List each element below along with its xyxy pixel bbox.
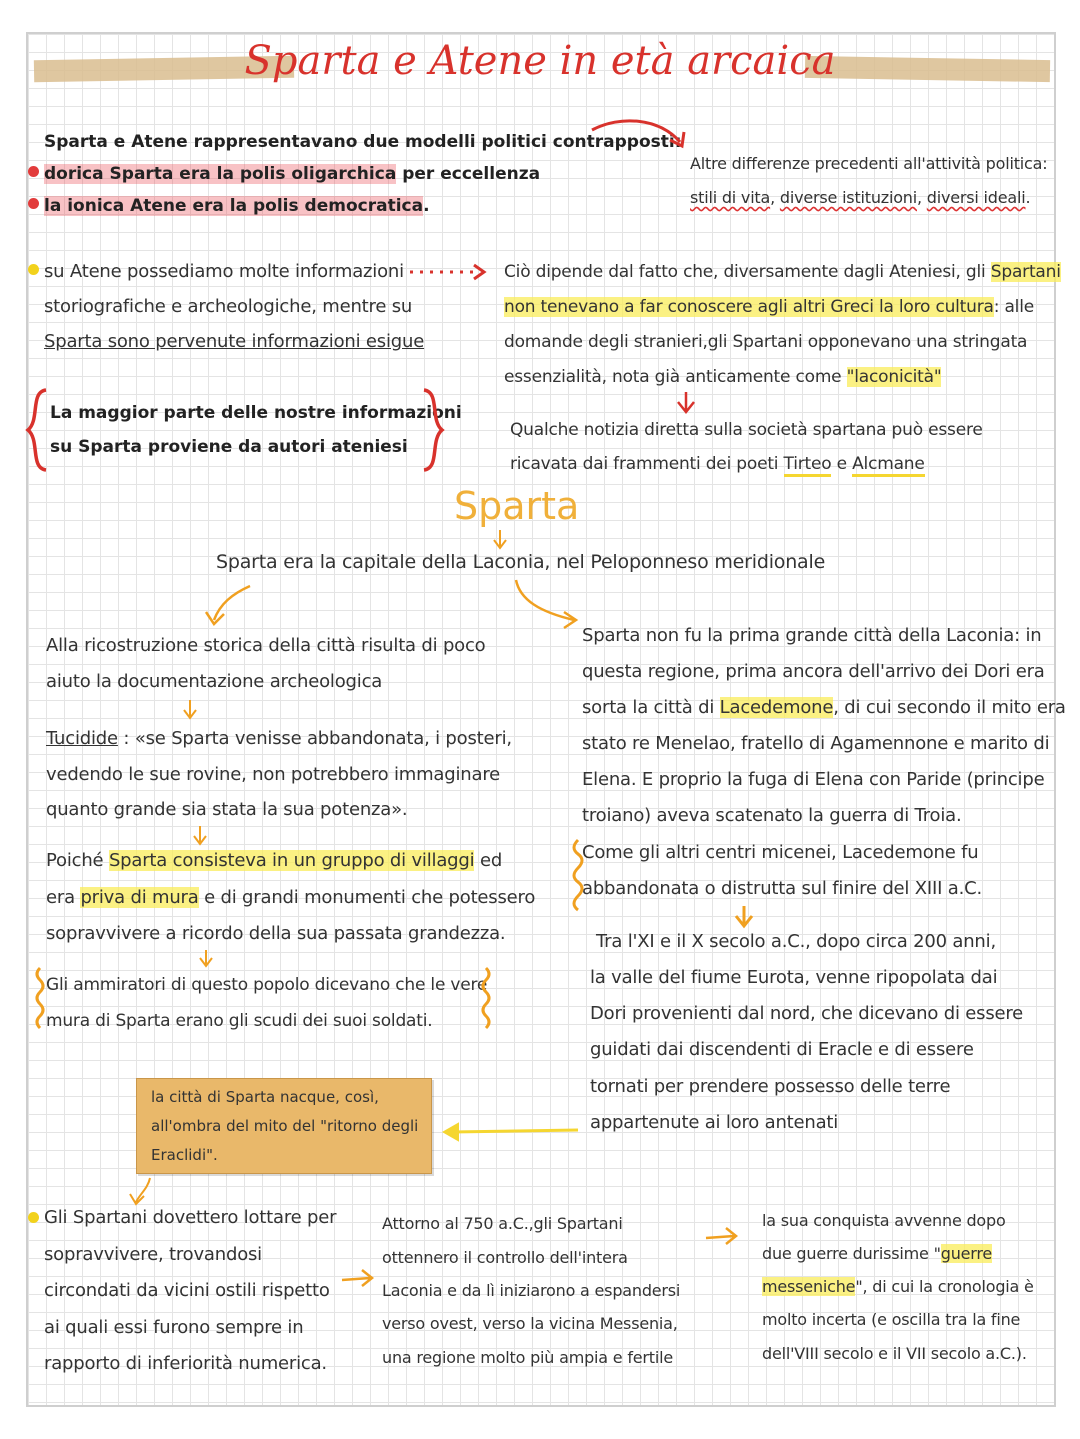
thucydides-line-3: quanto grande sia stata la sua potenza». (46, 799, 408, 820)
left-arrow-icon (452, 1130, 578, 1132)
expansion-line-1: Attorno al 750 a.C.,gli Spartani (382, 1214, 623, 1233)
sources-line-1: su Atene possediamo molte informazioni (44, 261, 404, 282)
intro-line-3: la ionica Atene era la polis democratica. (44, 196, 430, 216)
intro-line-1: Sparta e Atene rappresentavano due modelli politici contrapposti: (44, 132, 682, 152)
down-arrow-icon (736, 906, 752, 926)
heraclids-line-1: la città di Sparta nacque, così, (151, 1088, 379, 1106)
down-arrow-icon (130, 1178, 150, 1204)
heraclids-line-3: Eraclidi". (151, 1146, 218, 1164)
conquest-line-4: molto incerta (e oscilla tra la fine (762, 1310, 1021, 1329)
archaeology-line-2: aiuto la documentazione archeologica (46, 671, 383, 692)
dorians-line-4: guidati dai discendenti di Eracle e di essere (590, 1039, 974, 1060)
walls-line-2: mura di Sparta erano gli scudi dei suoi soldati. (46, 1011, 433, 1031)
villages-line-2: era priva di mura e di grandi monumenti che potessero (46, 887, 536, 908)
page-title: Sparta e Atene in età arcaica (244, 38, 836, 84)
intro-line-2: dorica Sparta era la polis oligarchica per eccellenza (44, 164, 541, 184)
curved-arrow-icon (214, 586, 250, 620)
struggle-line-5: rapporto di inferiorità numerica. (44, 1353, 327, 1374)
dorians-line-6: appartenute ai loro antenati (590, 1112, 839, 1133)
left-brace-icon (28, 390, 46, 470)
struggle-line-1: Gli Spartani dovettero lottare per (44, 1207, 337, 1228)
athenian-authors-line-2: su Sparta proviene da autori ateniesi (50, 437, 408, 457)
poets-line-1: Qualche notizia diretta sulla società spartana può essere (510, 420, 983, 440)
struggle-line-3: circondati da vicini ostili rispetto (44, 1280, 330, 1301)
heraclids-line-2: all'ombra del mito del "ritorno degli (151, 1117, 419, 1135)
struggle-line-4: ai quali essi furono sempre in (44, 1317, 304, 1338)
squiggle-brace-icon (483, 968, 489, 1028)
conquest-line-5: dell'VIII secolo e il VII secolo a.C.). (762, 1344, 1027, 1363)
expansion-line-5: una regione molto più ampia e fertile (382, 1348, 673, 1367)
differences-line-2: stili di vita, diverse istituzioni, diversi ideali. (690, 188, 1031, 207)
arrowhead-icon (444, 1124, 458, 1140)
thucydides-line-1: Tucidide : «se Sparta venisse abbandonata, i posteri, (46, 728, 512, 749)
archaeology-line-1: Alla ricostruzione storica della città risulta di poco (46, 635, 486, 656)
dorians-line-1: Tra l'XI e il X secolo a.C., dopo circa 200 anni, (596, 931, 996, 952)
arrowhead-icon (474, 265, 484, 279)
conquest-line-3: messeniche", di cui la cronologia è (762, 1277, 1034, 1296)
expansion-line-4: verso ovest, verso la vicina Messenia, (382, 1314, 678, 1333)
dorians-line-5: tornati per prendere possesso delle terre (590, 1076, 951, 1097)
dorians-line-2: la valle del fiume Eurota, venne ripopolata dai (590, 967, 998, 988)
lacedemone-line-8: abbandonata o distrutta sul finire del XIII a.C. (582, 878, 982, 899)
expansion-line-3: Laconia e da lì iniziarono a espandersi (382, 1281, 681, 1300)
sources-line-2: storiografiche e archeologiche, mentre su (44, 296, 413, 317)
conquest-line-2: due guerre durissime "guerre (762, 1244, 993, 1263)
lacedemone-line-7: Come gli altri centri micenei, Lacedemone fu (582, 842, 979, 863)
walls-line-1: Gli ammiratori di questo popolo dicevano che le vere (46, 975, 488, 995)
lacedemone-line-5: Elena. E proprio la fuga di Elena con Paride (principe (582, 769, 1045, 790)
right-arrow-icon (342, 1270, 372, 1286)
expansion-line-2: ottennero il controllo dell'intera (382, 1248, 628, 1267)
sources-line-3: Sparta sono pervenute informazioni esigue (44, 331, 425, 352)
dorians-line-3: Dori provenienti dal nord, che dicevano di essere (590, 1003, 1024, 1024)
down-arrow-icon (200, 950, 212, 966)
athenian-authors-line-1: La maggior parte delle nostre informazioni (50, 403, 462, 423)
lacedemone-line-6: troiano) aveva scatenato la guerra di Troia. (582, 805, 962, 826)
conquest-line-1: la sua conquista avvenne dopo (762, 1211, 1006, 1230)
squiggle-brace-icon (37, 968, 43, 1028)
capital-line: Sparta era la capitale della Laconia, nel Peloponneso meridionale (216, 551, 826, 573)
poets-line-2: ricavata dai frammenti dei poeti Tirteo e Alcmane (510, 446, 925, 482)
reason-line-1: Ciò dipende dal fatto che, diversamente dagli Ateniesi, gli Spartani (504, 262, 1061, 282)
reason-line-2: non tenevano a far conoscere agli altri Greci la loro cultura: alle (504, 297, 1034, 317)
lacedemone-line-4: stato re Menelao, fratello di Agamennone e marito di (582, 733, 1050, 754)
reason-line-4: essenzialità, nota già anticamente come "laconicità" (504, 367, 942, 387)
down-arrow-icon (194, 826, 206, 844)
down-arrow-icon (184, 700, 196, 718)
down-arrow-icon (678, 392, 694, 412)
struggle-line-2: sopravvivere, trovandosi (44, 1244, 262, 1265)
down-arrow-icon (494, 530, 506, 548)
differences-line-1: Altre differenze precedenti all'attività politica: (690, 154, 1048, 173)
right-arrow-icon (706, 1228, 736, 1244)
villages-line-3: sopravvivere a ricordo della sua passata grandezza. (46, 923, 506, 944)
squiggle-brace-icon (574, 840, 582, 910)
lacedemone-line-3: sorta la città di Lacedemone, di cui secondo il mito era (582, 697, 1066, 718)
lacedemone-line-2: questa regione, prima ancora dell'arrivo dei Dori era (582, 661, 1045, 682)
lacedemone-line-1: Sparta non fu la prima grande città della Laconia: in (582, 625, 1042, 646)
section-heading-sparta: Sparta (454, 484, 580, 528)
reason-line-3: domande degli stranieri,gli Spartani opponevano una stringata (504, 332, 1028, 352)
villages-line-1: Poiché Sparta consisteva in un gruppo di villaggi ed (46, 850, 503, 871)
thucydides-line-2: vedendo le sue rovine, non potrebbero immaginare (46, 764, 501, 785)
right-brace-icon (424, 390, 442, 470)
curved-arrow-icon (592, 121, 680, 142)
